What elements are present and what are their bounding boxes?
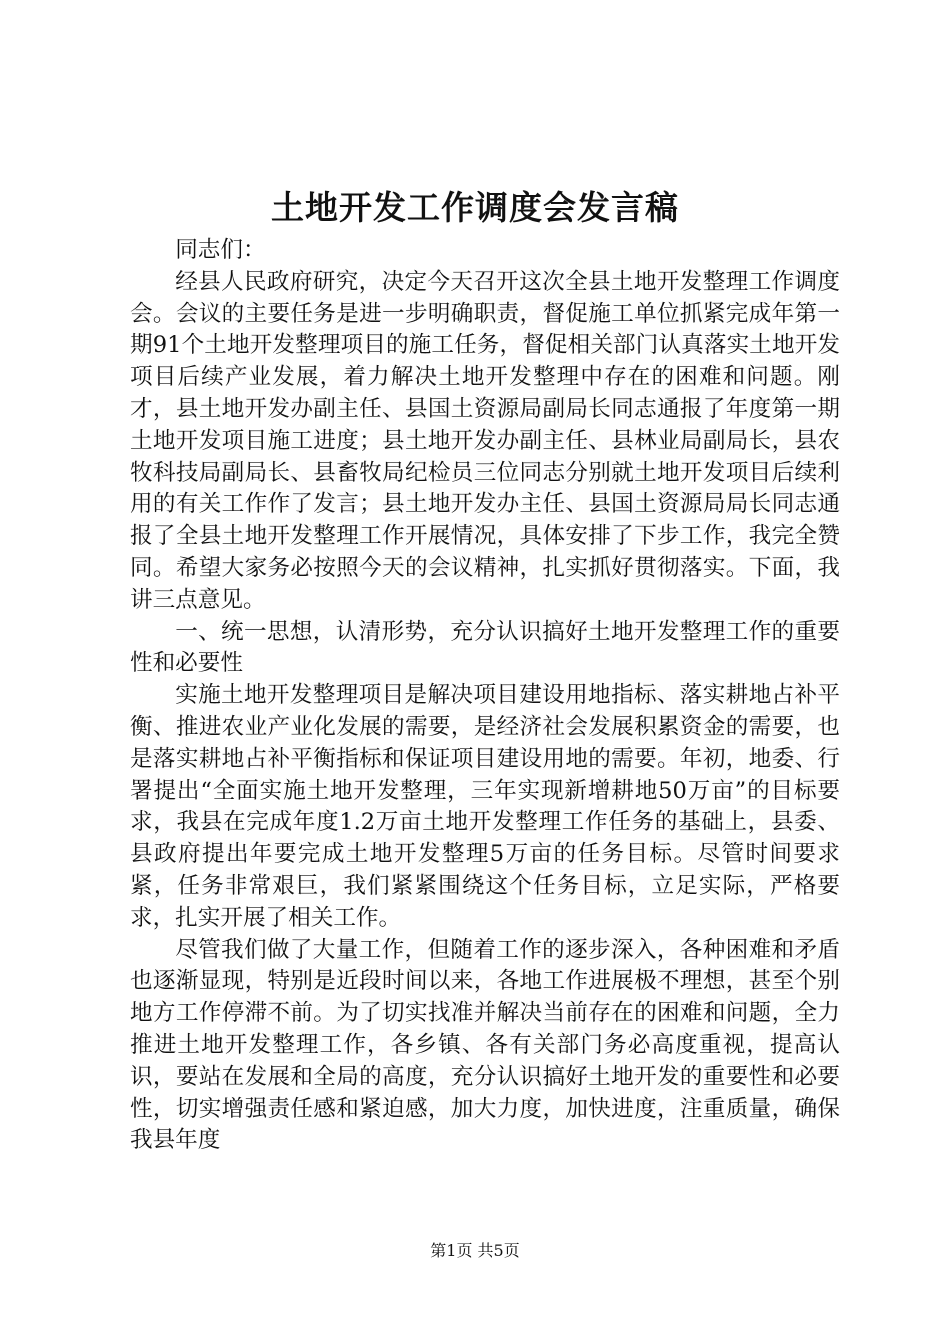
section-heading: 一、统一思想，认清形势，充分认识搞好土地开发整理工作的重要性和必要性 <box>130 618 840 677</box>
salutation-paragraph: 同志们： <box>175 237 266 263</box>
body-paragraph: 实施土地开发整理项目是解决项目建设用地指标、落实耕地占补平衡、推进农业产业化发展的需要，是经济社会发展积累资金的需要，也是落实耕地占补平衡指标和保证项目建设用地的需要。年初，地委、行署提出“全面实施土地开发整理，三年实现新增耕地50万亩”的目标要求，我县在完成年度1.2万亩土地开发整理工作任务的基础上，县委、县政府提出年要完成土地开发整理5万亩的任务目标。尽管时间要求紧，任务非常艰巨，我们紧紧围绕这个任务目标，立足实际，严格要求，扎实开展了相关工作。 <box>130 682 840 931</box>
document-body <box>130 235 840 1157</box>
page-footer: 第1页 共5页 <box>430 1241 520 1260</box>
document-title: 土地开发工作调度会发言稿 <box>271 188 679 227</box>
body-paragraph: 经县人民政府研究，决定今天召开这次全县土地开发整理工作调度会。会议的主要任务是进一步明确职责，督促施工单位抓紧完成年第一期91个土地开发整理项目的施工任务，督促相关部门认真落实土地开发项目后续产业发展，着力解决土地开发整理中存在的困难和问题。刚才，县土地开发办副主任、县国土资源局副局长同志通报了年度第一期土地开发项目施工进度；县土地开发办副主任、县林业局副局长，县农牧科技局副局长、县畜牧局纪检员三位同志分别就土地开发项目后续利用的有关工作作了发言；县土地开发办主任、县国土资源局局长同志通报了全县土地开发整理工作开展情况，具体安排了下步工作，我完全赞同。希望大家务必按照今天的会议精神，扎实抓好贯彻落实。下面，我讲三点意见。 <box>130 268 840 613</box>
body-paragraph: 尽管我们做了大量工作，但随着工作的逐步深入，各种困难和矛盾也逐渐显现，特别是近段时间以来，各地工作进展极不理想，甚至个别地方工作停滞不前。为了切实找准并解决当前存在的困难和问题，全力推进土地开发整理工作，各乡镇、各有关部门务必高度重视，提高认识，要站在发展和全局的高度，充分认识搞好土地开发的重要性和必要性，切实增强责任感和紧迫感，加大力度，加快进度，注重质量，确保我县年度 <box>130 936 840 1154</box>
